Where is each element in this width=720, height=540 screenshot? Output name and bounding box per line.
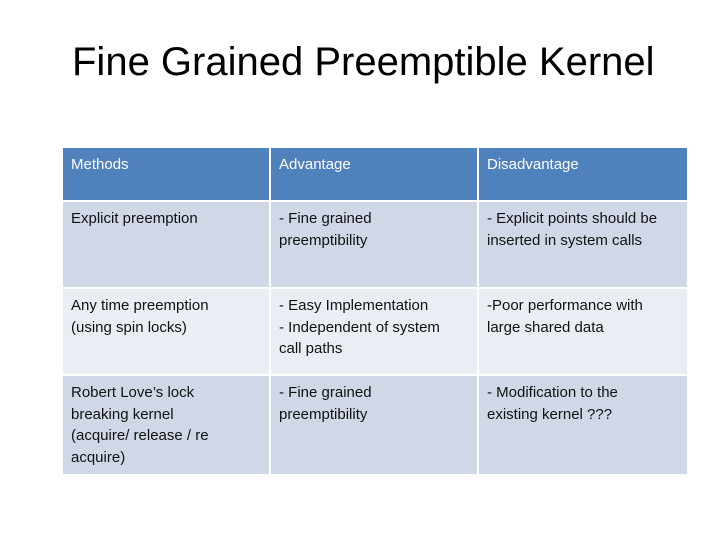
table-row: [62, 288, 688, 375]
methods-table: [61, 146, 689, 476]
method-text: Any time preemption (using spin locks): [71, 297, 209, 336]
slide-title: Fine Grained Preemptible Kernel: [72, 40, 655, 84]
header-advantage: Advantage: [270, 147, 478, 201]
method-text: Robert Love’s lock breaking kernel (acquire/ release / re acquire): [71, 384, 209, 466]
header-disadvantage: Disadvantage: [478, 147, 688, 201]
disadvantage-text: -Poor performance with large shared data: [487, 297, 643, 336]
cell-disadvantage: [478, 375, 688, 475]
disadvantage-text: - Explicit points should be inserted in system calls: [487, 210, 658, 249]
cell-disadvantage: [478, 201, 688, 288]
cell-method: [62, 375, 270, 475]
cell-advantage: [270, 201, 478, 288]
cell-method: [62, 201, 270, 288]
disadvantage-text: - Modification to the existing kernel ???: [487, 384, 618, 423]
advantage-text: - Fine grained preemptibility: [279, 210, 372, 249]
table-header-row: [62, 147, 688, 201]
cell-disadvantage: [478, 288, 688, 375]
header-methods: Methods: [62, 147, 270, 201]
cell-advantage: [270, 375, 478, 475]
table-row: [62, 375, 688, 475]
cell-advantage: [270, 288, 478, 375]
advantage-text: - Easy Implementation - Independent of system call paths: [279, 297, 440, 357]
method-text: Explicit preemption: [71, 210, 198, 227]
advantage-text: - Fine grained preemptibility: [279, 384, 372, 423]
table-row: [62, 201, 688, 288]
cell-method: [62, 288, 270, 375]
